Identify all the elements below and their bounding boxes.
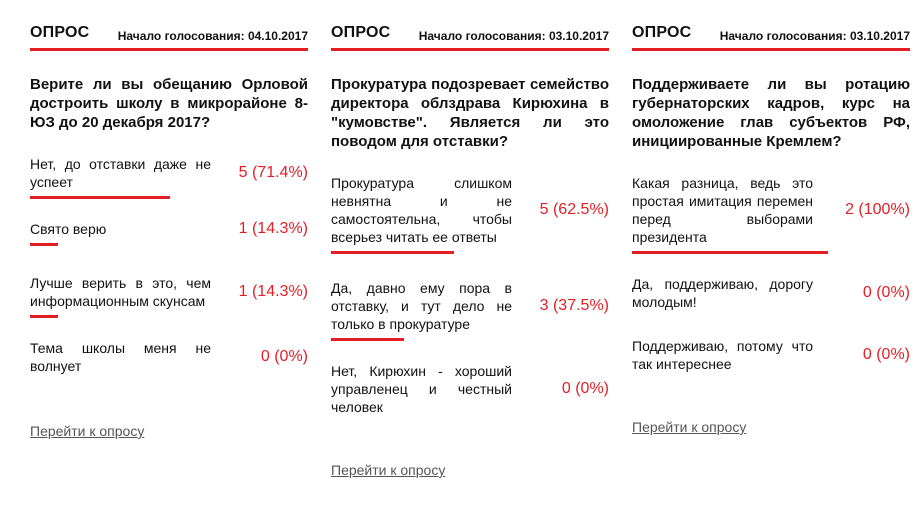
option-result: 1 (14.3%) xyxy=(238,220,308,237)
option-result: 3 (37.5%) xyxy=(539,297,609,314)
poll-header xyxy=(632,18,910,51)
poll-start-date: Начало голосования: 03.10.2017 xyxy=(719,29,910,43)
option-result: 0 (0%) xyxy=(561,380,609,397)
option-text: Тема школы меня не волнует xyxy=(30,340,211,374)
poll-question: Поддерживаете ли вы ротацию губернаторских кадров, курс на омоложение глав субъектов РФ, инициированные Кремлем? xyxy=(632,76,910,150)
poll-option[interactable] xyxy=(331,362,609,416)
go-to-poll-link[interactable]: Перейти к опросу xyxy=(30,423,145,439)
poll-option[interactable] xyxy=(632,174,910,254)
option-result: 5 (62.5%) xyxy=(539,201,609,218)
poll-option[interactable] xyxy=(632,337,910,373)
go-to-poll-link[interactable]: Перейти к опросу xyxy=(632,419,747,435)
poll-option[interactable] xyxy=(30,339,308,375)
poll-header xyxy=(331,18,609,51)
option-text: Да, давно ему пора в отставку, и тут дело не только в прокуратуре xyxy=(331,280,512,332)
poll-option[interactable] xyxy=(331,174,609,254)
option-text: Поддерживаю, потому что так интереснее xyxy=(632,338,813,372)
poll-card xyxy=(632,18,910,437)
poll-start-date: Начало голосования: 03.10.2017 xyxy=(418,29,609,43)
poll-option[interactable] xyxy=(632,275,910,311)
poll-header xyxy=(30,18,308,51)
option-result: 0 (0%) xyxy=(260,348,308,365)
poll-card xyxy=(331,18,609,480)
poll-label: ОПРОС xyxy=(331,24,391,41)
option-bar xyxy=(331,338,404,341)
option-text: Прокуратура слишком невнятна и не самостоятельна, чтобы всерьез читать ее ответы xyxy=(331,175,512,245)
option-result: 2 (100%) xyxy=(845,201,910,218)
poll-label: ОПРОС xyxy=(30,24,90,41)
option-result: 5 (71.4%) xyxy=(238,164,308,181)
poll-start-date: Начало голосования: 04.10.2017 xyxy=(117,29,308,43)
option-bar xyxy=(30,243,58,246)
poll-option[interactable] xyxy=(30,155,308,199)
option-bar xyxy=(30,196,170,199)
poll-question: Прокуратура подозревает семейство директора облздрава Кирюхина в "кумовстве". Является ли это поводом для отставки? xyxy=(331,76,609,150)
option-text: Нет, до отставки даже не успеет xyxy=(30,156,211,190)
poll-option[interactable] xyxy=(30,220,308,246)
poll-options xyxy=(632,174,910,373)
poll-question: Верите ли вы обещанию Орловой достроить школу в микрорайоне 8-ЮЗ до 20 декабря 2017? xyxy=(30,76,308,131)
poll-label: ОПРОС xyxy=(632,24,692,41)
option-result: 0 (0%) xyxy=(862,284,910,301)
option-text: Свято верю xyxy=(30,221,107,237)
poll-options xyxy=(30,155,308,375)
poll-option[interactable] xyxy=(331,279,609,341)
poll-option[interactable] xyxy=(30,274,308,318)
option-text: Лучше верить в это, чем информационным скунсам xyxy=(30,275,211,309)
option-text: Нет, Кирюхин - хороший управленец и честный человек xyxy=(331,363,512,415)
option-result: 0 (0%) xyxy=(862,346,910,363)
option-text: Какая разница, ведь это простая имитация перемен перед выборами президента xyxy=(632,175,813,245)
poll-options xyxy=(331,174,609,416)
option-bar xyxy=(632,251,828,254)
go-to-poll-link[interactable]: Перейти к опросу xyxy=(331,462,446,478)
option-bar xyxy=(30,315,58,318)
option-result: 1 (14.3%) xyxy=(238,283,308,300)
option-bar xyxy=(331,251,454,254)
option-text: Да, поддерживаю, дорогу молодым! xyxy=(632,276,813,310)
poll-card xyxy=(30,18,308,441)
